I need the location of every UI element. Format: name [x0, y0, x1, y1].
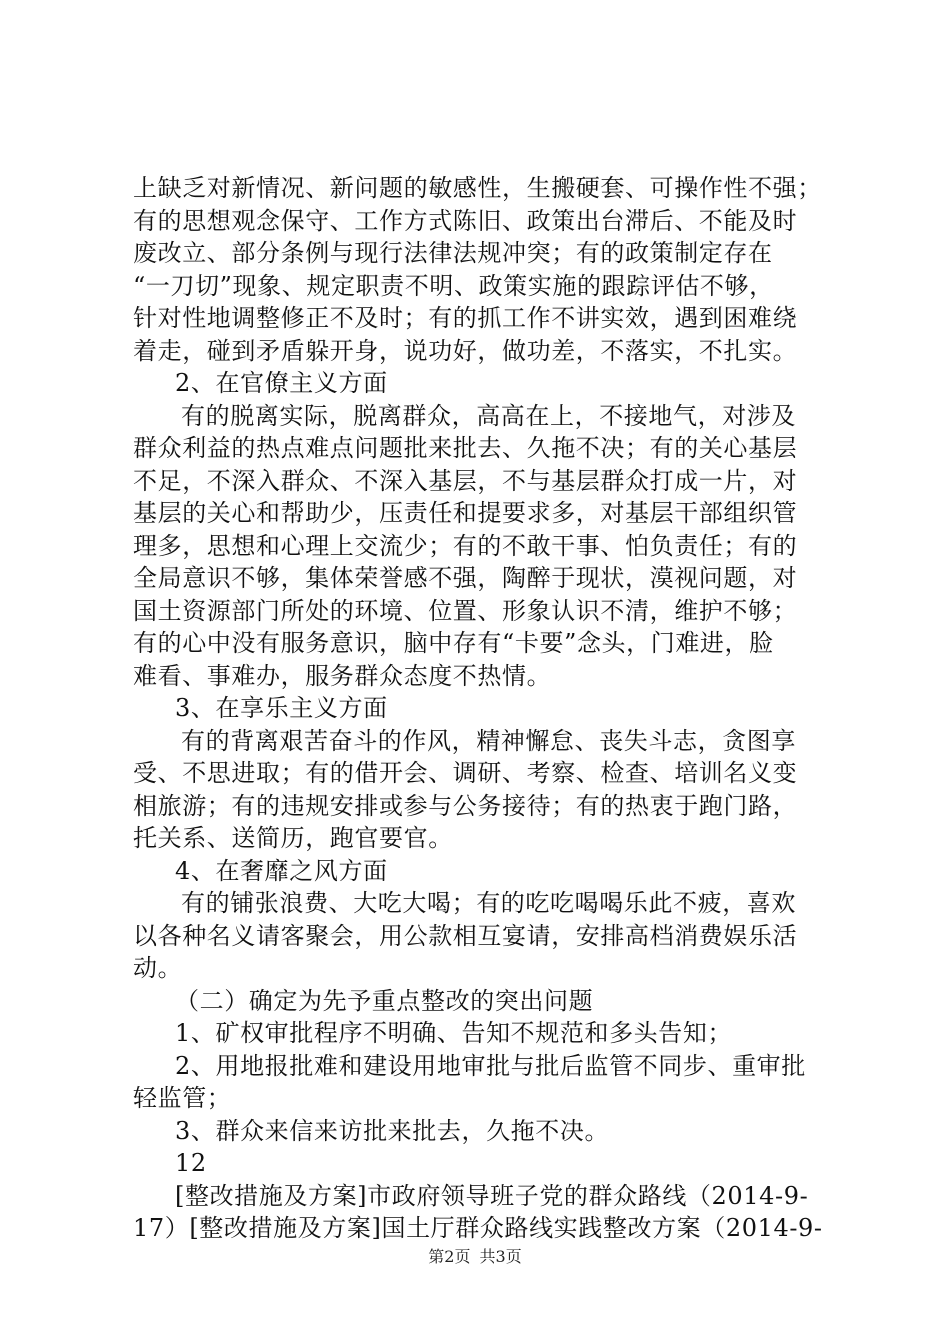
text-line: 轻监管； [133, 1084, 232, 1112]
text-line: 2、在官僚主义方面 [175, 369, 388, 397]
text-line: 群众利益的热点难点问题批来批去、久拖不决；有的关心基层 [133, 434, 798, 462]
text-line: “一刀切”现象、规定职责不明、政策实施的跟踪评估不够， [133, 271, 774, 300]
text-line: 相旅游；有的违规安排或参与公务接待；有的热衷于跑门路， [133, 791, 798, 820]
text-line: 以各种名义请客聚会，用公款相互宴请，安排高档消费娱乐活 [133, 921, 798, 950]
text-line: 受、不思进取；有的借开会、调研、考察、检查、培训名义变 [133, 759, 798, 787]
text-line: 有的铺张浪费、大吃大喝；有的吃吃喝喝乐此不疲，喜欢 [181, 889, 796, 917]
text-line: 有的心中没有服务意识，脑中存有“卡要”念头，门难进，脸 [133, 629, 774, 657]
document-body [133, 172, 833, 1245]
text-line: 针对性地调整修正不及时；有的抓工作不讲实效，遇到困难绕 [133, 304, 798, 332]
text-line: 全局意识不够，集体荣誉感不强，陶醉于现状，漠视问题，对 [133, 564, 798, 592]
text-line: 不足，不深入群众、不深入基层，不与基层群众打成一片，对 [133, 466, 798, 495]
text-line: （二）确定为先予重点整改的突出问题 [175, 986, 594, 1015]
page-number: 第2页 [428, 1247, 471, 1266]
text-line: 有的背离艰苦奋斗的作风，精神懈怠、丧失斗志，贪图享 [181, 726, 796, 755]
text-line: [整改措施及方案]市政府领导班子党的群众路线（2014-9- [175, 1181, 809, 1210]
text-line: 理多，思想和心理上交流少；有的不敢干事、怕负责任；有的 [133, 531, 798, 560]
text-line: 有的思想观念保守、工作方式陈旧、政策出台滞后、不能及时 [133, 206, 798, 235]
text-line: 3、群众来信来访批来批去，久拖不决。 [175, 1116, 610, 1145]
page-total: 共3页 [479, 1247, 522, 1266]
text-line: 废改立、部分条例与现行法律法规冲突；有的政策制定存在 [133, 239, 773, 267]
text-line: 着走，碰到矛盾躲开身，说功好，做功差，不落实，不扎实。 [133, 336, 798, 365]
text-line: 3、在享乐主义方面 [175, 694, 388, 722]
text-line: 托关系、送简历，跑官要官。 [133, 824, 453, 852]
text-line: 国土资源部门所处的环境、位置、形象认识不清，维护不够； [133, 596, 798, 625]
text-line: 基层的关心和帮助少，压责任和提要求多，对基层干部组织管 [133, 499, 798, 527]
page-footer [0, 1246, 950, 1268]
text-line: 2、用地报批难和建设用地审批与批后监管不同步、重审批 [175, 1051, 806, 1080]
text-line: 17）[整改措施及方案]国土厅群众路线实践整改方案（2014-9- [133, 1214, 823, 1242]
text-line: 上缺乏对新情况、新问题的敏感性，生搬硬套、可操作性不强； [133, 174, 822, 202]
text-line: 1、矿权审批程序不明确、告知不规范和多头告知； [175, 1019, 733, 1047]
text-line: 有的脱离实际，脱离群众，高高在上，不接地气，对涉及 [181, 401, 796, 430]
text-line: 12 [175, 1149, 207, 1177]
text-line: 难看、事难办，服务群众态度不热情。 [133, 661, 552, 690]
text-line: 动。 [133, 954, 183, 982]
text-line: 4、在奢靡之风方面 [175, 856, 388, 885]
